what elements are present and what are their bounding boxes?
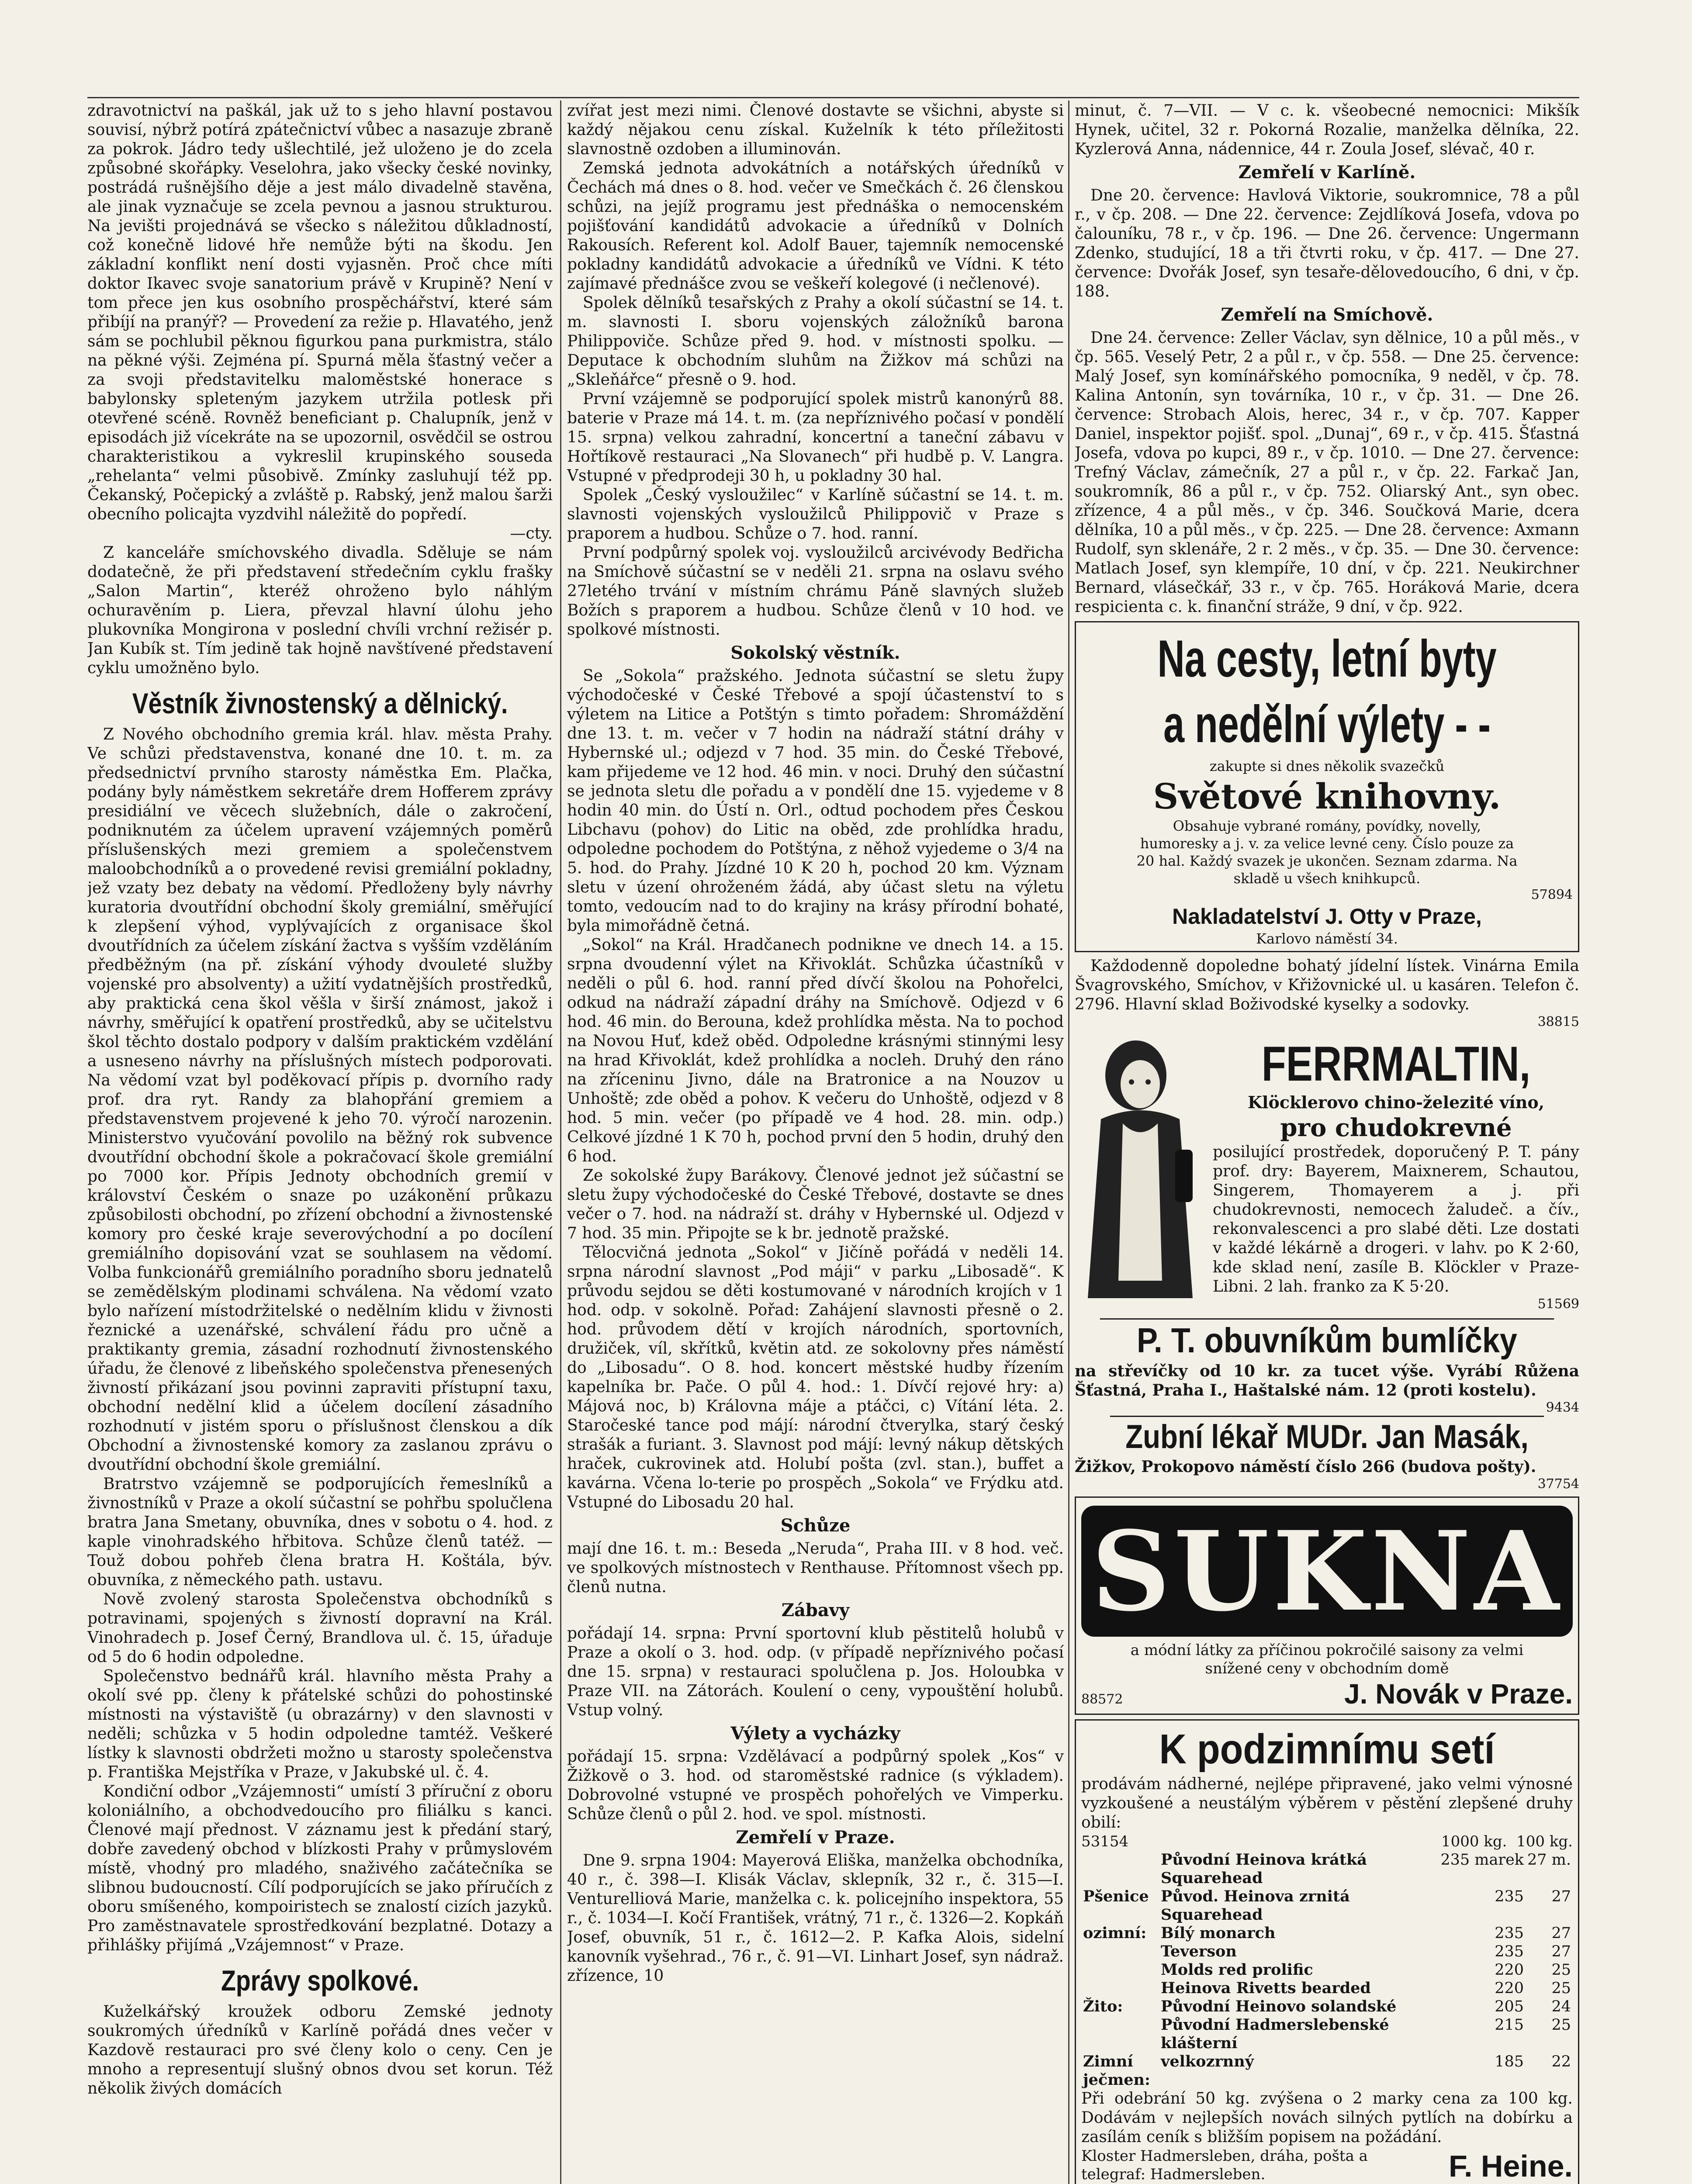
article-text: zvířat jest mezi nimi. Členové dostavte se všichni, abyste si každý nějakou cenu získal. Kuželník k této příležitosti slavnostně ozdoben a illuminován.: [567, 102, 1064, 158]
article-text: Z Nového obchodního gremia král. hlav. města Prahy. Ve schůzi představenstva, konané dne 10. t. m. za předsednictví prvního starosty náměstka Em. Plačka, podány byly náměstkem sekretáře drem Hofferem zprávy presidiální ve věcech služebních, dále o zakročení, podniknutém za účelem upravení vzájemných poměrů příslušenských mezi gremiem a společenstvem maloobchodníků a o provedené revisi gremiální pokladny, jež vzaty bez debaty na vědomí. Předloženy byly návrhy kuratoria dvoutřídní obchodní školy gremiální, směřující k zlepšení výhod, vyplývajících z organisace škol dvoutřídních za účelem získání žactva s vyšším vzděláním předběžným (na př. získání výhody dvouleté služby vojenské pro absolventy) a užití vydatnějších prostředků, aby praktická cena škol věšla v širší známost, jakož i návrhy, směřující k opatření prostředků, aby se učitelstvu škol těchto dostalo podpory v dalším praktickém vzdělání a usneseno návrhy na příslušných místech podporovati. Na vědomí vzat byl poděkovací přípis p. dvorního rady prof. dra ryt. Randy za blahopřání gremiem a představenstvem projevené k jeho 70. výročí narozenin. Ministerstvo vyučování povolilo na běžný rok subvence dvoutřídní obchodní škole a pokračovací škole gremiální po 7000 kor. Přípis Jednoty obchodních gremií v království Českém o snaze po uzákonění průkazu způsobilosti obchodní, po zřízení obchodní a živnostenské komory pro české kraje severovýchodní a po docílení gremiálního dopisování vzat se souhlasem na vědomí. Volba funkcionářů gremiálního poradního sboru jednatelů se zemědělským plodinami schválena. Na vědomí vzato bylo nařízení místodržitelské o nedělním klidu v živnosti řeznické a uzenářské, schválení řádu pro učně a praktikanty gremia, zásadní rozhodnutí živnostenského úřadu, že členové z libeňského společenstva přenesených živností přikázaní jsou povinni zapraviti přístupní taxu, obchodní nedělní klid a účelem docílení zásadního rozhodnutí v jistém sporu o příslušnost členskou a dík Obchodní a živnostenské komory za zaslanou zprávu o dvoutřídní obchodní škole gremiální.: [87, 726, 553, 1474]
ad-zubni-lekar-title: Zubní lékař MUDr. Jan Masák,: [1110, 1416, 1544, 1457]
grain-row: [1081, 1942, 1573, 1961]
grain-variety: Původ. Heinova zrnitá Squarehead: [1161, 1887, 1350, 1924]
ad-firm-name: F. Heine.: [1449, 2149, 1573, 2183]
grain-price-1000kg: 235: [1495, 1888, 1524, 1905]
ad-code: 57894: [1531, 887, 1573, 902]
section-heading: Zemřelí na Smíchově.: [1221, 304, 1433, 325]
ad-headline: a nedělní výlety - -: [1163, 695, 1491, 753]
column-1: [87, 101, 553, 2184]
top-rule: [87, 97, 1579, 98]
grain-row: [1081, 1887, 1573, 1924]
woman-illustration-icon: [1075, 1036, 1206, 1307]
ad-publisher: Nakladatelství J. Otty v Praze,: [1172, 904, 1482, 929]
ad-code: 88572: [1081, 1692, 1123, 1707]
section-heading: Sokolský věstník.: [730, 643, 900, 663]
grain-price-100kg: 25: [1551, 2016, 1571, 2034]
column-2: [567, 101, 1064, 2184]
grain-price-table: [1081, 1851, 1573, 2089]
grain-price-100kg: 22: [1551, 2053, 1571, 2070]
article-text: Nově zvolený starosta Společenstva obchodníků s potravinami, spojených s živností dopravní na Král. Vinohradech p. Josef Černý, Brandlova ul. č. 15, úřaduje od 5 do 6 hodin odpoledne.: [87, 1590, 553, 1666]
article-text: zdravotnictví na paškál, jak už to s jeho hlavní postavou souvisí, nýbrž potírá zpátečnictví vůbec a nasazuje zbraně za pokrok. Jádro tedy ušlechtilé, jež uloženo je do zcela způsobné skořápky. Veselohra, jako všecky české novinky, postrádá rušnějšího děje a jest málo divadelně stavěna, ale jinak vyznačuje se zcela pevnou a jasnou strukturou. Na jevišti projednává se všecko s náležitou důkladností, což konečně lidové hře nemůže býti na škodu. Jen základní konflikt není dosti vyjasněn. Proč chce míti doktor Ikavec svoje sanatorium právě v Krupině? Není v tom přece jen kus osobního prospěchářství, které sám přibíjí na pranýř? — Provedení za režie p. Hlavatého, jenž sám se pochlubil pěknou figurkou pana purkmistra, stálo na pěkné výši. Zejména pí. Spurná měla šťastný večer a za svoji představitelku maloměstské honerace s babylonsky spleteným jazykem utržila potlesk při otevřené scéně. Rovněž beneficiant p. Chalupník, jenž v episodách již vícekráte na se upozornil, osvědčil se ostrou charakteristikou a vykreslil krupinského souseda „rehelanta“ velmi působivě. Zmínky zasluhují též pp. Čekanský, Počepický a zvláště p. Rabský, jenž malou šarži obecního policajta vyzdvihl náležitě do popředí.: [87, 102, 553, 523]
ad-code: 38815: [1537, 1014, 1579, 1030]
grain-row: [1081, 1997, 1573, 2016]
grain-row: [1081, 1979, 1573, 1997]
article-text: minut, č. 7—VII. — V c. k. všeobecné nemocnici: Mikšík Hynek, učitel, 32 r. Pokorná Rozalie, manželka dělníka, 22. Kyzlerová Anna, nádennice, 44 r. Zoula Josef, slévač, 40 r.: [1075, 102, 1579, 158]
ad-text: zakupte si dnes několik svazečků: [1209, 758, 1445, 774]
ad-subtitle: pro chudokrevné: [1280, 1113, 1512, 1142]
article-text: Spolek „Český vysloužilec“ v Karlíně súčastní se 14. t. m. slavnosti vojenských vysloužilců Philippovič v Praze s praporem a hudbou. Schůze o 7. hod. ranní.: [567, 486, 1064, 543]
grain-group: [1081, 1851, 1159, 1887]
article-text: Kondiční odbor „Vzájemnosti“ umístí 3 příruční z oboru koloniálního, a obchodvedoucího pro filiálku s kanci. Členové mají přednost. V záznamu jest k předání starý, dobře zavedený obchod v blízkosti Prahy v průmyslovém místě, vhodný pro mladého, snaživého začátečníka se slibnou budoucností. Cílí podporujících se jako příručích z oboru smíšeného, kompoiristech se znalostí cizích jazyků. Pro zaměstnavatele sprostředkování bezplatné. Dotazy a přihlášky přijímá „Vzájemnost“ v Praze.: [87, 1783, 553, 1954]
grain-price-1000kg: 220: [1495, 1980, 1524, 1997]
advertisement-podzimni-seti: [1075, 1719, 1579, 2184]
grain-variety: Bílý monarch: [1161, 1924, 1276, 1942]
grain-price-100kg: 24: [1551, 1998, 1571, 2015]
grain-price-100kg: 27: [1551, 1943, 1571, 1960]
unit-100kg: 100 kg.: [1516, 1833, 1573, 1850]
grain-price-1000kg: 235: [1495, 1943, 1524, 1960]
article-text: „Sokol“ na Král. Hradčanech podnikne ve dnech 14. a 15. srpna dvoudenní výlet na Křivoklát. Schůzka účastníků v neděli o půl 6. hod. ranní před dívčí školou na Pohořelci, odkud na nádraží západní dráhy na Smíchově. Odjezd v 6 hod. 46 min. do Berouna, kdež prohlídka města. Na to pochod na Novou Huť, kdež oběd. Odpoledne krásnými stinnými lesy na hrad Křivoklát, kdež prohlídka a nocleh. Druhý den ráno na zříceninu Jivno, dále na Bratronice a na Nouzov u Unhoště; zde oběd a pohov. K večeru do Unhoště, odjezd v 8 hod. 5 min. večer (po případě ve 4 hod. 28. min. odp.) Celkové jízdné 1 K 70 h, pochod první den 5 hodin, druhý den 6 hod.: [567, 936, 1064, 1165]
section-heading: Zprávy spolkové.: [221, 1964, 419, 1997]
section-heading: Zábavy: [781, 1600, 850, 1621]
grain-variety: Teverson: [1161, 1942, 1237, 1960]
sukna-logo: SUKNA: [1081, 1506, 1573, 1637]
ad-title: K podzimnímu setí: [1159, 1726, 1495, 1773]
ferrmaltin-body: [1075, 1036, 1579, 1312]
grain-row: [1081, 1851, 1573, 1887]
ad-text: prodávám nádherné, nejlépe připravené, jako velmi výnosné vyzkoušené a neustálým výběrem v pěstění zlepšené druhy obilí:: [1081, 1775, 1573, 1832]
article-text: Z kanceláře smíchovského divadla. Sděluje se nám dodatečně, že při představení středečním cyklu frašky „Salon Martin“, kteréž ohroženo bylo náhlým ochuravěním p. Liera, převzal hlavní úlohu jeho plukovníka Mongirona v poslední chvíli vrchní režisér p. Jan Kubík st. Tím jedině tak hojně navštívené představení cyklu umožněno bylo.: [87, 544, 553, 677]
grain-group: [1081, 1942, 1159, 1961]
article-text: První podpůrný spolek voj. vysloužilců arcivévody Bedřicha na Smíchově súčastní se v neděli 21. srpna na oslavu svého 27letého trvání v místním chrámu Páně slavných služeb Božích s praporem a hudbou. Schůze členů v 10 hod. ve spolkové místnosti.: [567, 544, 1064, 639]
ad-text: posilující prostředek, doporučený P. T. pány prof. dry: Bayerem, Maixnerem, Schautou, Singerem, Thomayerem a j. při chudokrevnosti, nemocech žaludeč. a čív., rekonvalescenci a pro slabé děti. Lze dostati v každé lékárně a drogeri. v lahv. po K 2·60, kde sklad není, zasíle B. Klöckler v Praze-Libni. 2 lah. franko za K 5·20.: [1213, 1143, 1579, 1296]
ad-title: FERRMALTIN,: [1261, 1037, 1531, 1091]
grain-row: [1081, 1924, 1573, 1942]
ad-code: 51569: [1537, 1296, 1579, 1312]
ad-address: Karlovo náměstí 34.: [1256, 930, 1398, 947]
unit-1000kg: 1000 kg.: [1441, 1833, 1507, 1850]
ad-firm: Kloster Hadmersleben, dráha, pošta a telegraf: Hadmersleben.: [1081, 2147, 1368, 2183]
column-divider: [1068, 100, 1069, 2184]
ad-code: 53154: [1081, 1833, 1129, 1850]
ad-firm: J. Novák v Praze.: [1344, 1678, 1573, 1710]
grain-group: Zimní ječmen:: [1083, 2053, 1150, 2089]
grain-price-100kg: 27 m.: [1527, 1851, 1571, 1869]
grain-variety: Původní Heinova krátká Squarehead: [1161, 1851, 1367, 1887]
article-text: pořádají 14. srpna: První sportovní klub pěstitelů holubů v Praze a okolí o 3. hod. odp. (v případě nepříznivého počasí dne 15. srpna) v restauraci spolučlena p. Jos. Holoubka v Praze VII. na Zátorách. Koulení o ceny, vypouštění holubů. Vstup volný.: [567, 1624, 1064, 1719]
ad-vinarna: Každodenně dopoledne bohatý jídelní lístek. Vinárna Emila Švagrovského, Smíchov, v Křižovnické ul. u kasáren. Telefon č. 2796. Hlavní sklad Boživodské kyselky a sodovky.: [1075, 957, 1579, 1013]
ad-text: Obsahuje vybrané romány, povídky, novelly, humoresky a j. v. za velice levné ceny. Číslo pouze za 20 hal. Každý svazek je ukončen. Seznam zdarma. Na skladě u všech knihkupců.: [1136, 818, 1518, 887]
grain-row: [1081, 2053, 1573, 2089]
grain-variety: Původní Heinovo solandské: [1161, 1997, 1397, 2015]
grain-variety: Molds red prolific: [1161, 1961, 1313, 1979]
article-text: Spolek dělníků tesařských z Prahy a okolí súčastní se 14. t. m. slavnosti I. sboru vojenských záložníků barona Philippoviče. Schůze před 9. hod. v místnosti spolku. — Deputace k obchodním sluhům na Žižkov má schůzi na „Skleňářce“ přesně o 9. hod.: [567, 294, 1064, 389]
grain-group: Žito:: [1083, 1997, 1123, 2015]
ad-code: 9434: [1546, 1400, 1579, 1415]
grain-price-100kg: 27: [1551, 1925, 1571, 1942]
grain-group: ozimní:: [1083, 1924, 1147, 1942]
grain-price-100kg: 25: [1551, 1961, 1571, 1979]
article-text: pořádají 15. srpna: Vzdělávací a podpůrný spolek „Kos“ v Žižkově o 3. hod. od staroměstské radnice (s výkladem). Dobrovolné vstupné ve prospěch pohořelých ve Vimperku. Schůze členů o půl 2. hod. ve spol. místnosti.: [567, 1748, 1064, 1823]
column-divider: [560, 100, 561, 2184]
grain-price-1000kg: 185: [1495, 2053, 1524, 2070]
grain-variety: Původní Hadmerslebenské klášterní: [1161, 2016, 1389, 2052]
grain-price-1000kg: 205: [1495, 1998, 1524, 2015]
article-text: Ze sokolské župy Barákovy. Členové jednot jež súčastní se sletu župy východočeské do České Třebové, dostavte se dnes večer o 7. hod. na nádraží st. dráhy v Hybernské ul. Odjezd v 7 hod. 35 min. Připojte se k br. jednotě pražské.: [567, 1167, 1064, 1242]
grain-variety: Heinova Rivetts bearded: [1161, 1979, 1371, 1997]
article-text: Zemská jednota advokátních a notářských úředníků v Čechách má dnes o 8. hod. večer ve Smečkách č. 26 členskou schůzi, na jejíž programu jest přednáška o nemocenském pojišťování kandidátů advokacie a úředníků v Dolních Rakousích. Referent kol. Adolf Bauer, tajemník nemocenské pokladny kandidátů advokacie a úředníků ve Vídni. K této zajímavé přednášce zvou se veškeří kolegové (i nečlenové).: [567, 159, 1064, 293]
advertisement-svetova-knihovna: [1075, 621, 1579, 952]
grain-price-100kg: 27: [1551, 1888, 1571, 1905]
grain-table-header: [1081, 1832, 1573, 1851]
ferrmaltin-text: [1213, 1036, 1579, 1312]
unit-label: [1441, 1832, 1573, 1851]
grain-group: Pšenice: [1083, 1887, 1149, 1905]
section-heading: Schůze: [780, 1515, 851, 1536]
section-heading: Zemřelí v Karlíně.: [1238, 162, 1416, 183]
advertisement-ferrmaltin: [1075, 1034, 1579, 1314]
ad-text: a módní látky za příčinou pokročilé saisony za velmi snížené ceny v obchodním domě: [1130, 1641, 1524, 1677]
article-text: Dne 24. července: Zeller Václav, syn dělnice, 10 a půl měs., v čp. 565. Veselý Petr, 2 a půl r., v čp. 558. — Dne 25. července: Malý Josef, syn komínářského pomocníka, 9 neděl, v čp. 78. Kalina Antonín, syn továrníka, 10 r., v čp. 31. — Dne 26. července: Strobach Alois, herec, 34 r., v čp. 707. Kapper Daniel, inspektor pojišť. spol. „Dunaj“, 69 r., v čp. 415. Šťastná Josefa, vdova po kupci, 89 r., v čp. 1010. — Dne 27. července: Trefný Václav, zámečník, 27 a půl r., v čp. 22. Farkač Jan, soukromník, 86 a půl r., v čp. 752. Oliarský Ant., syn obec. zřízence, 4 a půl měs., v čp. 346. Součková Marie, dcera dělníka, 10 a půl měs., v čp. 225. — Dne 28. července: Axmann Rudolf, syn sklenáře, 2 r. 2 měs., v čp. 35. — Dne 30. července: Matlach Josef, syn klempíře, 10 dní, v čp. 221. Neukirchner Bernard, vlásečkář, 33 r., v čp. 765. Horáková Marie, dcera respicienta c. k. finanční stráže, 9 dní, v čp. 922.: [1075, 329, 1579, 616]
grain-price-1000kg: 235: [1495, 1925, 1524, 1942]
article-text: Se „Sokola“ pražského. Jednota súčastní se sletu župy východočeské v České Třebové a spojí účastenství to s výletem na Litice a Potštýn s timto pořadem: Shromáždění dne 13. t. m. večer v 7 hodin na nádraží státní dráhy v Hybernské ul.; odjezd v 7 hod. 35 min. do České Třebové, kam přijedeme ve 12 hod. 46 min. v noci. Druhý den súčastní se jednota sletu dle pořadu a v pondělí dne 15. vyjedeme v 8 hodin 40 min. do Ústí n. Orl., odtud pochodem přes Českou Libchavu (pohov) do Litic na oběd, zde prohlídka hradu, odpoledne pochodem do Potštýna, z něhož vyjedeme o 3/4 na 5. hod. do Prahy. Jízdné 10 K 20 h, pochod 20 km. Význam sletu v úzení ohroženém žádá, aby účast sletu na výletu tomto, vedoucím nad to do krajiny na krásy přírodní bohaté, byla mimořádně četná.: [567, 667, 1064, 935]
ad-obuvnikum-title: P. T. obuvníkům bumlíčky: [1100, 1318, 1554, 1362]
article-text: Dne 20. července: Havlová Viktorie, soukromnice, 78 a půl r., v čp. 208. — Dne 22. července: Zejdlíková Josefa, vdova po čalouníku, 78 r., v čp. 196. — Dne 26. července: Ungermann Zdenko, studující, 18 a tři čtvrti roku, v čp. 417. — Dne 27. července: Dvořák Josef, syn tesaře-dělovedoucího, 6 dni, v čp. 188.: [1075, 187, 1579, 301]
article-text: Tělocvičná jednota „Sokol“ v Jičíně pořádá v neděli 14. srpna národní slavnost „Pod máji“ v parku „Libosadě“. K průvodu sejdou se děti kostumované v národních krojích v 1 hod. odp. v sokolně. Pořad: Zahájení slavnosti přesně o 2. hod. průvodem dětí v krojích národních, sportovních, družiček, víl, skřítků, květin atd. ze sokolovny přes náměstí do „Libosadu“. O 8. hod. koncert městské hudby řízením kapelníka br. Pače. O půl 4. hod.: 1. Dívčí rejové hry: a) Májová noc, b) Královna máje a ptáčci, c) Vítání léta. 2. Staročeské tance pod májí: národní čtverylka, starý český strašák a furiant. 3. Slavnost pod májí: levný nákup dětských hraček, cukrovinek atd. Holubí pošta (zvl. stan.), buffet a kavárna. Včena lo-terie po prospěch „Sokola“ ve Frýdku atd. Vstupné do Libosadu 20 hal.: [567, 1244, 1064, 1511]
grain-group: [1081, 1961, 1159, 1979]
section-heading: Věstník živnostenský a dělnický.: [132, 687, 508, 719]
grain-price-1000kg: 215: [1495, 2016, 1524, 2034]
sukna-footer: [1081, 1678, 1573, 1710]
grain-variety: velkozrnný: [1161, 2053, 1254, 2070]
grain-price-1000kg: 220: [1495, 1961, 1524, 1979]
ad-text: Žižkov, Prokopovo náměstí číslo 266 (budova pošty).: [1075, 1458, 1536, 1476]
ad-text: na střevíčky od 10 kr. za tucet výše. Vyrábí Růžena Šťastná, Praha I., Haštalské nám. 12 (proti kostelu).: [1075, 1362, 1579, 1400]
article-signature: —cty.: [510, 525, 553, 543]
ad-title: Světové knihovny.: [1153, 776, 1501, 817]
grain-price-1000kg: 235 marek: [1440, 1851, 1524, 1869]
grain-row: [1081, 2016, 1573, 2053]
article-text: Bratrstvo vzájemně se podporujících řemeslníků a živnostníků v Praze a okolí súčastní se pohřbu spolučlena bratra Jana Smetany, obuvníka, dnes v sobotu o 4. hod. z kaple vinohradského hřbitova. Schůze členů tatéž. — Touž dobou pohřeb člena bratra H. Koštála, býv. obuvníka, z německého path. ustavu.: [87, 1475, 553, 1589]
article-text: Společenstvo bednářů král. hlavního města Prahy a okolí své pp. členy k přátelské schůzi do pohostinské místnosti na výstaviště (u obrazárny) v den slavnosti v neděli; schůzka v 5 hodin odpoledne tamtéž. Veškeré lístky k slavnosti obdržeti možno u starosty společenstva p. Františka Mejstříka v Praze, v Jakubské ul. č. 4.: [87, 1667, 553, 1781]
article-text: Dne 9. srpna 1904: Mayerová Eliška, manželka obchodníka, 40 r., č. 398—I. Klisák Václav, sklepník, 32 r., č. 315—I. Venturelliová Marie, manželka c. k. policejního inspektora, 55 r., č. 1034—I. Kočí František, vrátný, 71 r., č. 1326—2. Kopkáň Josef, obuvník, 51 r., č. 1612—2. P. Kafka Alois, sidelní kanovník vyšehrad., 76 r., č. 91—VI. Linhart Josef, syn nádraž. zřízence, 10: [567, 1852, 1064, 1985]
article-text: mají dne 16. t. m.: Beseda „Neruda“, Praha III. v 8 hod. več. ve spolkových místnostech v Renthause. Přítomnost všech pp. členů nutna.: [567, 1540, 1064, 1596]
grain-row: [1081, 1961, 1573, 1979]
ad-text: Při odebrání 50 kg. zvýšena o 2 marky cena za 100 kg. Dodávám v nejlepších novách silných pytlích na dobírku a zasílám ceník s bližším popisem na požádání.: [1081, 2090, 1573, 2146]
ad-subtitle: Klöcklerovo chino-železité víno,: [1248, 1092, 1544, 1112]
column-3: [1075, 101, 1579, 2184]
grain-price-100kg: 25: [1551, 1980, 1571, 1997]
ad-code: 37754: [1537, 1476, 1579, 1492]
ad-headline: Na cesty, letní byty: [1157, 629, 1497, 688]
grain-group: [1081, 2016, 1159, 2053]
article-text: První vzájemně se podporující spolek mistrů kanonýrů 88. baterie v Praze má 14. t. m. (za nepříznivého počasí v pondělí 15. srpna) velkou zahradní, koncertní a taneční zábavu v Hořtíkově restauraci „Na Slovanech“ při hudbě p. V. Langra. Vstupné v předprodeji 30 h, u pokladny 30 hal.: [567, 390, 1064, 485]
ad-footer: [1081, 2147, 1573, 2184]
section-heading: Zemřelí v Praze.: [736, 1827, 895, 1848]
advertisement-sukna: [1075, 1496, 1579, 1715]
grain-group: [1081, 1979, 1159, 1997]
article-text: Kuželkářský kroužek odboru Zemské jednoty soukromých úředníků v Karlíně pořádá dnes večer v Kazdově restauraci pro své členy kolo o ceny. Cen je mnoho a representují slušný obnos dvou set korun. Též několik živých domácích: [87, 2003, 553, 2098]
section-heading: Výlety a vycházky: [730, 1723, 900, 1744]
